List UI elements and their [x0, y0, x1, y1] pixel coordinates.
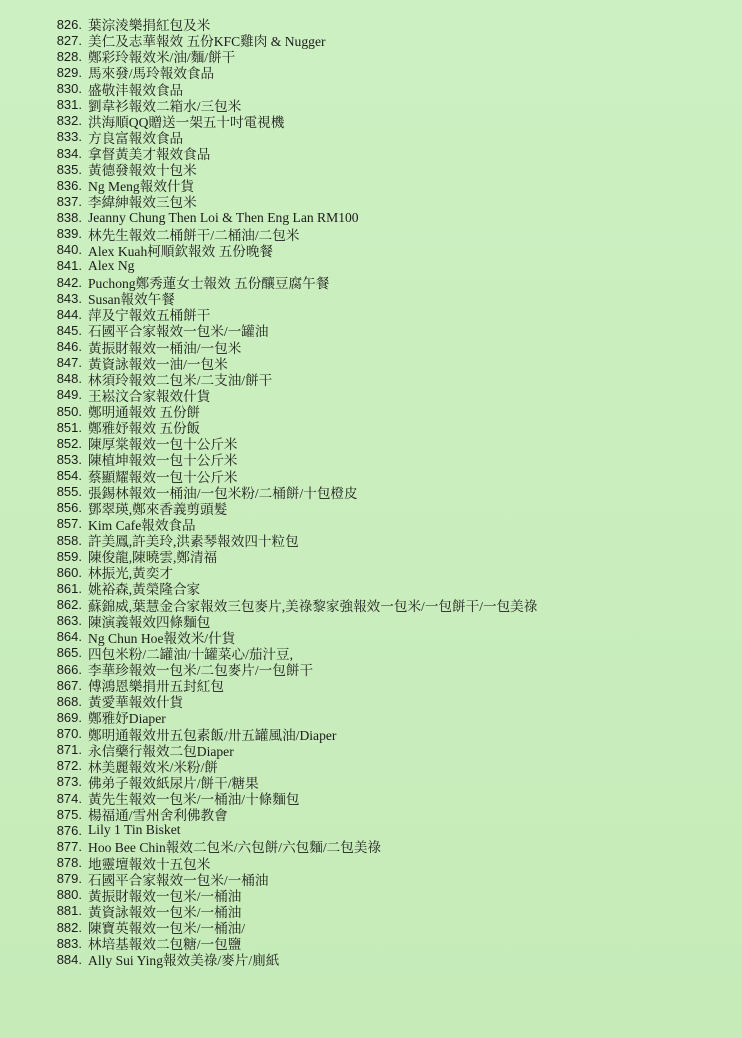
entry-number: 852.	[56, 435, 82, 451]
entry-text: 傅鴻恩樂捐卅五封紅包	[88, 679, 224, 695]
entry-text: 鄭雅妤報效 五份飯	[88, 421, 201, 437]
entry-text: 馬來發/馬玲報效食品	[88, 66, 215, 82]
entry-number: 841.	[56, 258, 82, 274]
entry-text: 地靈壇報效十五包米	[88, 856, 211, 872]
entry-number: 842.	[56, 274, 82, 290]
entry-text: 黃先生報效一包米/一桶油/十條麵包	[88, 792, 300, 808]
entry-number: 837.	[56, 193, 82, 209]
entry-number: 882.	[56, 919, 82, 935]
entry-number: 870.	[56, 726, 82, 742]
entry-text: 蔡顯耀報效一包十公斤米	[88, 469, 238, 485]
entry-number: 855.	[56, 484, 82, 500]
entry-text: 林先生報效二桶餅干/二桶油/二包米	[88, 227, 300, 243]
entry-number: 826.	[56, 16, 82, 32]
entry-text: 鄭明通報效 五份餅	[88, 405, 201, 421]
entry-text: 佛弟子報效紙尿片/餅干/糖果	[88, 775, 259, 791]
entry-text: 美仁及志華報效 五份KFC雞肉 & Nugger	[88, 34, 326, 50]
entry-text: 李緯紳報效三包米	[88, 195, 197, 211]
entry-number: 850.	[56, 403, 82, 419]
entry-number: 867.	[56, 677, 82, 693]
entry-text: 黃振財報效一桶油/一包米	[88, 340, 242, 356]
entry-number: 864.	[56, 629, 82, 645]
entry-text: 蘇錦威,葉慧金合家報效三包麥片,美祿黎家強報效一包米/一包餅干/一包美祿	[88, 598, 538, 614]
entry-text: Alex Ng	[88, 257, 135, 273]
entry-text: 姚裕森,黃榮隆合家	[88, 582, 201, 598]
entry-text: Lily 1 Tin Bisket	[88, 822, 181, 838]
entry-number: 884.	[56, 951, 82, 967]
entry-text: Ng Meng報效什貨	[88, 179, 195, 195]
entry-number: 840.	[56, 242, 82, 258]
entry-number: 833.	[56, 129, 82, 145]
entry-text: 洪海順QQ贈送一架五十吋電視機	[88, 114, 285, 130]
entry-number: 865.	[56, 645, 82, 661]
entry-number: 835.	[56, 161, 82, 177]
entry-number: 866.	[56, 661, 82, 677]
entry-text: 林須玲報效二包米/二支油/餅干	[88, 372, 273, 388]
entry-text: 楊福通/雪州舍利佛教會	[88, 808, 228, 824]
entry-text: Puchong鄭秀蓮女士報效 五份釀豆腐午餐	[88, 276, 330, 292]
entry-number: 873.	[56, 774, 82, 790]
entry-text: 陳俊龍,陳曉雲,鄭清福	[88, 550, 218, 566]
entry-number: 849.	[56, 387, 82, 403]
entry-number: 848.	[56, 371, 82, 387]
entry-text: 黃振財報效一包米/一桶油	[88, 888, 242, 904]
entry-text: 陳植坤報效一包十公斤米	[88, 453, 238, 469]
entry-text: 陳演義報效四條麵包	[88, 614, 211, 630]
entry-text: Alex Kuah柯順欽報效 五份晚餐	[88, 243, 274, 259]
entry-text: 鄭明通報效卅五包素飯/卅五罐風油/Diaper	[88, 727, 337, 743]
entry-number: 872.	[56, 758, 82, 774]
entry-text: 林振光,黃奕才	[88, 566, 173, 582]
entry-text: 黃愛華報效什貨	[88, 695, 184, 711]
entry-number: 836.	[56, 177, 82, 193]
entry-number: 851.	[56, 419, 82, 435]
entry-number: 879.	[56, 871, 82, 887]
entry-text: Ally Sui Ying報效美祿/麥片/廁紙	[88, 953, 280, 969]
entry-number: 854.	[56, 468, 82, 484]
entry-text: 劉韋衫報效二箱水/三包米	[88, 98, 242, 114]
entry-number: 863.	[56, 613, 82, 629]
entry-number: 846.	[56, 339, 82, 355]
entry-number: 860.	[56, 564, 82, 580]
entry-text: 王崧汶合家報效什貨	[88, 388, 211, 404]
entry-number: 845.	[56, 322, 82, 338]
entry-number: 839.	[56, 226, 82, 242]
entry-number: 830.	[56, 81, 82, 97]
entry-text: 陳寶英報效一包米/一桶油/	[88, 921, 246, 937]
entry-number: 869.	[56, 709, 82, 725]
entry-text: 鄧翠瑛,鄭來香義剪頭髮	[88, 501, 228, 517]
entry-number: 856.	[56, 500, 82, 516]
entry-number: 874.	[56, 790, 82, 806]
entry-number: 831.	[56, 97, 82, 113]
entry-text: 林美麗報效米/米粉/餅	[88, 759, 218, 775]
entry-number: 859.	[56, 548, 82, 564]
entry-number: 880.	[56, 887, 82, 903]
entry-number: 876.	[56, 822, 82, 838]
list-item	[38, 806, 728, 822]
entry-number: 844.	[56, 306, 82, 322]
entry-text: 李華珍報效一包米/二包麥片/一包餅干	[88, 663, 314, 679]
entry-text: Kim Cafe報效食品	[88, 517, 196, 533]
entry-number: 862.	[56, 597, 82, 613]
entry-text: 張錫林報效一桶油/一包米粉/二桶餅/十包橙皮	[88, 485, 358, 501]
entry-number: 871.	[56, 742, 82, 758]
entry-text: 拿督黃美才報效食品	[88, 147, 211, 163]
entry-text: 鄭雅妤Diaper	[88, 711, 166, 727]
entry-number: 858.	[56, 532, 82, 548]
entry-number: 883.	[56, 935, 82, 951]
list-item	[38, 193, 728, 209]
entry-number: 832.	[56, 113, 82, 129]
entry-text: 方良富報效食品	[88, 130, 184, 146]
entry-text: 石國平合家報效一包米/一桶油	[88, 872, 269, 888]
entry-number: 861.	[56, 580, 82, 596]
entry-text: Susan報效午餐	[88, 292, 175, 308]
entry-number: 838.	[56, 210, 82, 226]
entry-number: 868.	[56, 693, 82, 709]
entry-text: 林培基報效二包糖/一包鹽	[88, 937, 242, 953]
entry-text: 永信藥行報效二包Diaper	[88, 743, 234, 759]
donor-list	[38, 16, 728, 967]
entry-text: Hoo Bee Chin報效二包米/六包餅/六包麵/二包美祿	[88, 840, 382, 856]
entry-text: 四包米粉/二罐油/十罐菜心/茄汁豆,	[88, 646, 294, 662]
entry-text: 萍及宁報效五桶餅干	[88, 308, 211, 324]
entry-number: 843.	[56, 290, 82, 306]
entry-text: 盛敬沣報效食品	[88, 82, 184, 98]
entry-number: 881.	[56, 903, 82, 919]
entry-text: 黃資詠報效一包米/一桶油	[88, 904, 242, 920]
entry-text: 鄭彩玲報效米/油/麵/餅干	[88, 50, 236, 66]
entry-text: 黃德發報效十包米	[88, 163, 197, 179]
entry-text: 葉淙淩樂捐紅包及米	[88, 18, 211, 34]
entry-number: 857.	[56, 516, 82, 532]
entry-number: 834.	[56, 145, 82, 161]
entry-text: 陳厚棠報效一包十公斤米	[88, 437, 238, 453]
entry-number: 828.	[56, 48, 82, 64]
entry-text: 石國平合家報效一包米/一罐油	[88, 324, 269, 340]
entry-number: 853.	[56, 451, 82, 467]
entry-number: 875.	[56, 806, 82, 822]
list-item	[38, 242, 728, 258]
entry-text: 許美鳳,許美玲,洪素琴報效四十粒包	[88, 534, 299, 550]
entry-number: 878.	[56, 855, 82, 871]
entry-text: Ng Chun Hoe報效米/什貨	[88, 630, 236, 646]
entry-text: Jeanny Chung Then Loi & Then Eng Lan RM100	[88, 209, 359, 225]
entry-number: 847.	[56, 355, 82, 371]
entry-number: 827.	[56, 32, 82, 48]
entry-number: 877.	[56, 838, 82, 854]
list-item	[38, 951, 728, 967]
entry-text: 黃資詠報效一油/一包米	[88, 356, 228, 372]
entry-number: 829.	[56, 64, 82, 80]
